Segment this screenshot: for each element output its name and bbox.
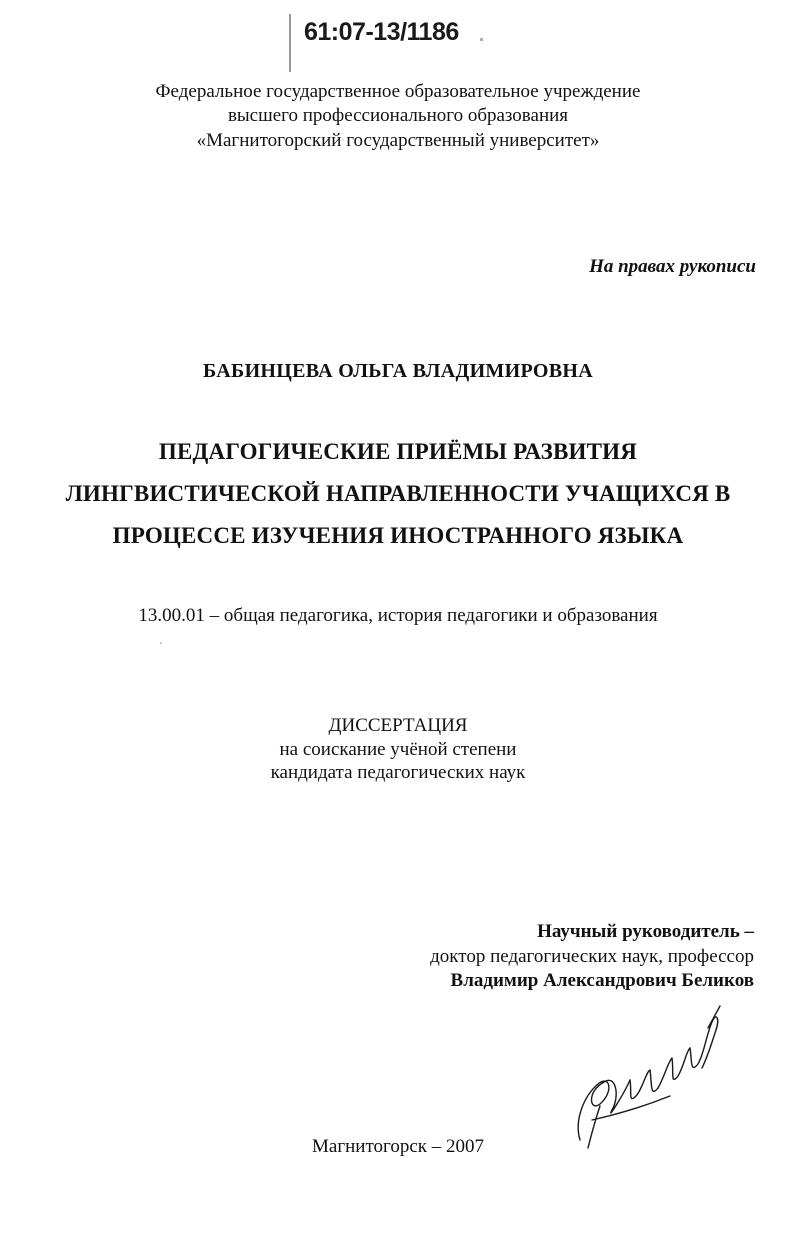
supervisor-name: Владимир Александрович Беликов <box>450 970 754 991</box>
supervisor-degree: доктор педагогических наук, профессор <box>430 946 754 967</box>
author-name: БАБИНЦЕВА ОЛЬГА ВЛАДИМИРОВНА <box>203 360 593 382</box>
title-line-3: ПРОЦЕССЕ ИЗУЧЕНИЯ ИНОСТРАННОГО ЯЗЫКА <box>112 523 684 548</box>
dissertation-degree-line: на соискание учёной степени <box>279 739 517 760</box>
dissertation-field-line: кандидата педагогических наук <box>270 762 526 783</box>
title-line-2: ЛИНГВИСТИЧЕСКОЙ НАПРАВЛЕННОСТИ УЧАЩИХСЯ В <box>65 481 731 506</box>
specialty-code: 13.00.01 – общая педагогика, история педагогики и образования <box>138 605 658 626</box>
scan-speck <box>160 642 162 644</box>
stamp-speck <box>480 38 483 41</box>
rights-note: На правах рукописи <box>589 256 756 277</box>
city-year: Магнитогорск – 2007 <box>312 1136 484 1157</box>
institution-line-2: высшего профессионального образования <box>227 105 569 126</box>
stamp-mark <box>289 14 291 72</box>
archive-stamp-code: 61:07-13/1186 <box>304 18 459 46</box>
institution-line-3: «Магнитогорский государственный университет» <box>196 130 600 151</box>
dissertation-heading: ДИССЕРТАЦИЯ <box>328 715 468 736</box>
institution-line-1: Федеральное государственное образовательное учреждение <box>155 81 641 102</box>
supervisor-label: Научный руководитель – <box>537 921 754 942</box>
title-line-1: ПЕДАГОГИЧЕСКИЕ ПРИЁМЫ РАЗВИТИЯ <box>158 439 638 464</box>
